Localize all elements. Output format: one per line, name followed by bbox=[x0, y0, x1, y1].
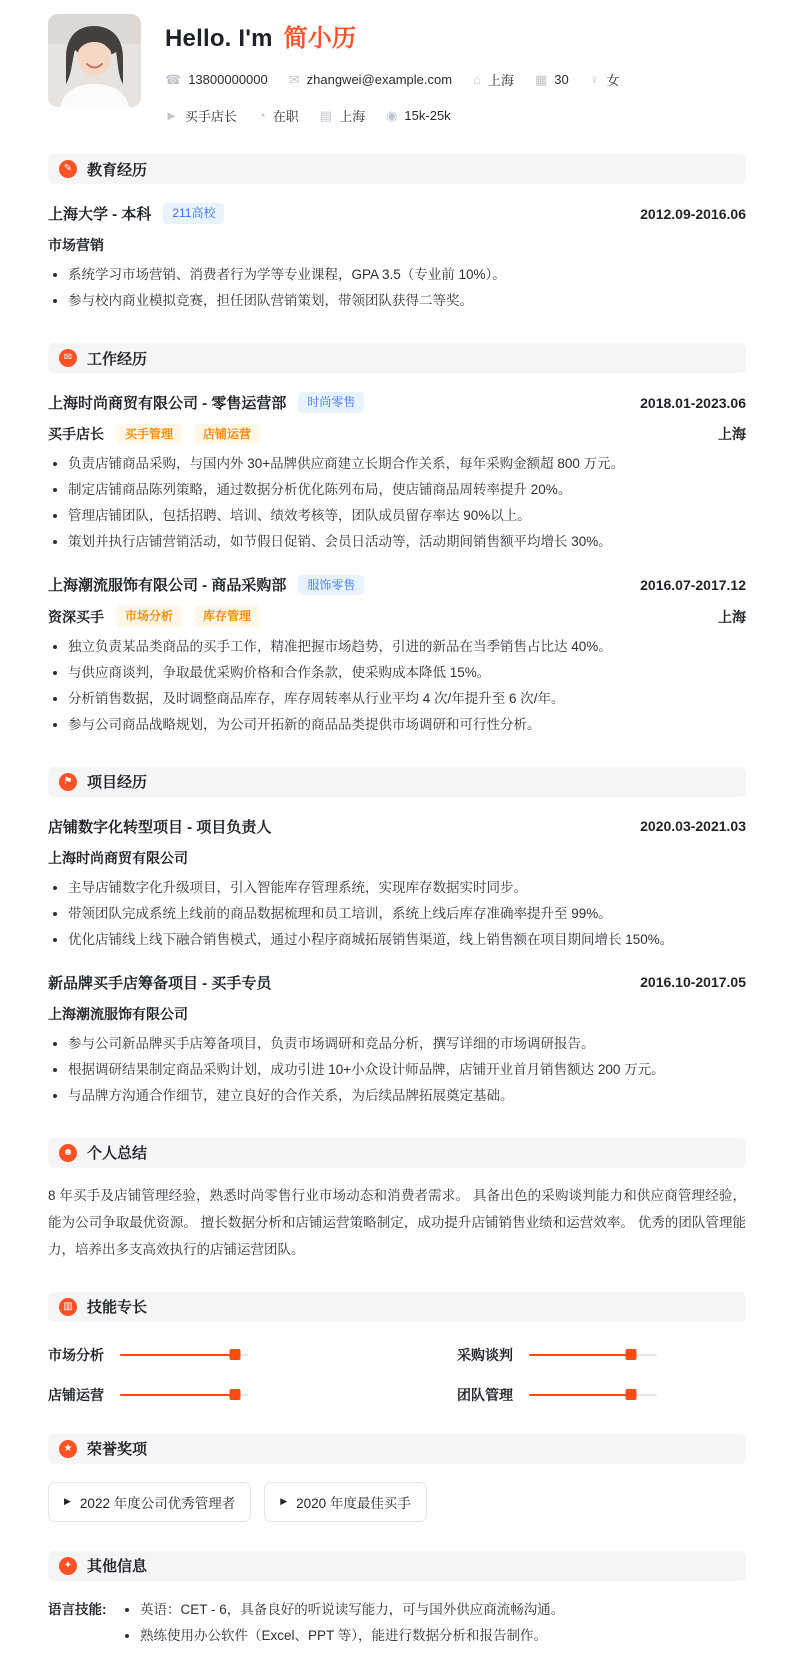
section-title-summary: 个人总结 bbox=[87, 1145, 148, 1163]
bullet-text: 参与公司商品战略规划，为公司开拓新的商品品类提供市场调研和可行性分析。 bbox=[68, 716, 541, 732]
bullet-dot bbox=[125, 1608, 129, 1612]
list-item bbox=[48, 529, 746, 555]
skill-label: 团队管理 bbox=[457, 1386, 513, 1403]
bullet-dot bbox=[53, 723, 57, 727]
play-arrow-icon: ▶ bbox=[280, 1496, 288, 1507]
candidate-name: 简小历 bbox=[283, 25, 357, 52]
school-tag[interactable]: 211高校 bbox=[163, 203, 224, 223]
chart-icon: ▥ bbox=[59, 1298, 77, 1316]
section-title-work: 工作经历 bbox=[87, 350, 148, 368]
bullet-text: 与品牌方沟通合作细节，建立良好的合作关系，为后续品牌拓展奠定基础。 bbox=[68, 1087, 514, 1103]
project-entry-head bbox=[48, 972, 746, 993]
status-item bbox=[258, 106, 299, 125]
industry-tag[interactable]: 服饰零售 bbox=[298, 575, 364, 595]
bullet-dot bbox=[53, 938, 57, 942]
list-item bbox=[48, 712, 746, 738]
bullet-dot bbox=[53, 540, 57, 544]
project-date: 2016.10-2017.05 bbox=[640, 974, 746, 991]
skill-slider-fill bbox=[529, 1354, 631, 1356]
email-item bbox=[289, 72, 452, 87]
list-item bbox=[48, 660, 746, 686]
project-company-row bbox=[48, 848, 746, 868]
project-bullets bbox=[48, 875, 746, 953]
work-role-row bbox=[48, 424, 746, 444]
work-location: 上海 bbox=[718, 608, 746, 625]
skill-slider[interactable] bbox=[529, 1354, 657, 1356]
section-bar-summary bbox=[48, 1138, 746, 1168]
work-bullets bbox=[48, 451, 746, 555]
location-item bbox=[473, 70, 514, 89]
bullet-dot bbox=[53, 912, 57, 916]
list-item bbox=[120, 1597, 564, 1623]
bullet-dot bbox=[53, 514, 57, 518]
work-bullets bbox=[48, 634, 746, 738]
work-entry-head bbox=[48, 574, 746, 595]
bullet-text: 优化店铺线上线下融合销售模式，通过小程序商城拓展销售渠道，线上销售额在项目期间增长 150%。 bbox=[68, 931, 674, 947]
age-icon: ▦ bbox=[534, 72, 548, 87]
education-entry-head bbox=[48, 203, 746, 224]
city-value: 上海 bbox=[339, 109, 366, 124]
skill-slider-fill bbox=[529, 1394, 631, 1396]
bullet-dot bbox=[53, 1094, 57, 1098]
project-bullets bbox=[48, 1031, 746, 1109]
project-icon: ⚑ bbox=[59, 773, 77, 791]
project-entry-2 bbox=[48, 972, 746, 1109]
person-icon: ☻ bbox=[59, 1144, 77, 1162]
role-name: 买手店长 bbox=[48, 426, 104, 443]
status-icon: ◔ bbox=[257, 108, 266, 123]
work-date: 2016.07-2017.12 bbox=[640, 576, 746, 593]
status-value: 在职 bbox=[272, 109, 299, 124]
education-date: 2012.09-2016.06 bbox=[640, 205, 746, 222]
award-icon: ★ bbox=[59, 1440, 77, 1458]
list-item bbox=[48, 901, 746, 927]
bullet-dot bbox=[125, 1634, 129, 1638]
avatar bbox=[48, 14, 141, 107]
project-company-row bbox=[48, 1004, 746, 1024]
page-title bbox=[165, 18, 746, 53]
major-name: 市场营销 bbox=[48, 237, 104, 253]
bullet-dot bbox=[53, 671, 57, 675]
bullet-text: 独立负责某品类商品的买手工作，精准把握市场趋势，引进的新品在当季销售占比达 40%。 bbox=[68, 638, 612, 654]
list-item bbox=[120, 1623, 564, 1649]
project-company: 上海潮流服饰有限公司 bbox=[48, 1005, 188, 1022]
honor-chip[interactable] bbox=[264, 1482, 427, 1522]
project-company: 上海时尚商贸有限公司 bbox=[48, 849, 188, 866]
skill-market-analysis bbox=[48, 1345, 337, 1365]
skill-slider-handle[interactable] bbox=[626, 1389, 637, 1400]
skill-tag[interactable]: 市场分析 bbox=[116, 606, 182, 626]
skill-slider-handle[interactable] bbox=[230, 1349, 241, 1360]
other-bullets bbox=[120, 1597, 564, 1649]
email-value: zhangwei@example.com bbox=[306, 72, 453, 87]
honor-text: 2022 年度公司优秀管理者 bbox=[79, 1495, 236, 1511]
resume-header bbox=[48, 14, 746, 125]
list-item bbox=[48, 503, 746, 529]
project-name: 新品牌买手店筹备项目 - 买手专员 bbox=[48, 974, 272, 992]
section-bar-other bbox=[48, 1551, 746, 1581]
work-entry-head bbox=[48, 392, 746, 413]
gender-value: 女 bbox=[606, 73, 620, 88]
skill-tag[interactable]: 买手管理 bbox=[116, 424, 182, 444]
phone-item bbox=[165, 72, 268, 87]
language-skills-row bbox=[48, 1597, 746, 1649]
info-icon: ✦ bbox=[59, 1557, 77, 1575]
project-date: 2020.03-2021.03 bbox=[640, 818, 746, 835]
bullet-dot bbox=[53, 462, 57, 466]
skill-label: 店铺运营 bbox=[48, 1386, 104, 1403]
section-title-projects: 项目经历 bbox=[87, 774, 148, 792]
skill-slider[interactable] bbox=[120, 1394, 248, 1396]
bullet-dot bbox=[53, 1042, 57, 1046]
skill-store-operation bbox=[48, 1385, 337, 1405]
work-role-row bbox=[48, 606, 746, 626]
salary-icon: ◉ bbox=[386, 108, 398, 123]
bullet-text: 带领团队完成系统上线前的商品数据梳理和员工培训，系统上线后库存准确率提升至 99%。 bbox=[68, 905, 612, 921]
list-item bbox=[48, 686, 746, 712]
bullet-dot bbox=[53, 488, 57, 492]
bullet-text: 主导店铺数字化升级项目，引入智能库存管理系统，实现库存数据实时同步。 bbox=[68, 879, 527, 895]
bullet-dot bbox=[53, 1068, 57, 1072]
job-title-item bbox=[165, 106, 237, 125]
bullet-dot bbox=[53, 886, 57, 890]
section-bar-projects bbox=[48, 767, 746, 797]
summary-text: 8 年买手及店铺管理经验，熟悉时尚零售行业市场动态和消费者需求。 具备出色的采购谈判能力和供应商管理经验，能为公司争取最优资源。 擅长数据分析和店铺运营策略制定，成功提升店铺销售业绩和运营效率。 优秀的团队管理能力，培养出多支高效执行的店铺运营团队。 bbox=[48, 1187, 746, 1257]
education-bullets bbox=[48, 262, 746, 314]
location-icon: ⌂ bbox=[473, 72, 481, 87]
work-location: 上海 bbox=[718, 426, 746, 443]
bullet-text: 与供应商谈判，争取最优采购价格和合作条款，使采购成本降低 15%。 bbox=[68, 664, 491, 680]
project-entry-head bbox=[48, 816, 746, 837]
skill-team-management bbox=[457, 1385, 746, 1405]
email-icon: ✉ bbox=[288, 72, 300, 87]
job-title-icon: ► bbox=[165, 108, 178, 123]
bullet-text: 管理店铺团队，包括招聘、培训、绩效考核等，团队成员留存率达 90%以上。 bbox=[68, 508, 531, 524]
section-bar-work bbox=[48, 343, 746, 373]
bullet-dot bbox=[53, 299, 57, 303]
salary-item bbox=[386, 108, 451, 123]
section-title-skills: 技能专长 bbox=[87, 1299, 148, 1317]
bullet-text: 根据调研结果制定商品采购计划，成功引进 10+小众设计师品牌，店铺开业首月销售额达 200 万元。 bbox=[68, 1061, 665, 1077]
play-arrow-icon: ▶ bbox=[64, 1496, 71, 1507]
company-name: 上海时尚商贸有限公司 - 零售运营部 bbox=[48, 395, 287, 412]
work-icon: ✉ bbox=[59, 349, 77, 367]
list-item bbox=[48, 634, 746, 660]
section-title-other: 其他信息 bbox=[87, 1558, 148, 1576]
bullet-text: 熟练使用办公软件（Excel、PPT 等），能进行数据分析和报告制作。 bbox=[140, 1627, 548, 1643]
skill-tag[interactable]: 店铺运营 bbox=[194, 424, 260, 444]
list-item bbox=[48, 1031, 746, 1057]
section-title-honors: 荣誉奖项 bbox=[87, 1441, 148, 1459]
project-entry-1 bbox=[48, 816, 746, 953]
bullet-text: 参与校内商业模拟竞赛，担任团队营销策划，带领团队获得二等奖。 bbox=[68, 293, 473, 308]
list-item bbox=[48, 1083, 746, 1109]
industry-tag[interactable]: 时尚零售 bbox=[298, 392, 364, 412]
header-info bbox=[165, 14, 746, 125]
city-item bbox=[320, 106, 365, 125]
gender-icon: ♀ bbox=[589, 72, 600, 87]
age-value: 30 bbox=[554, 72, 569, 87]
honor-chip[interactable] bbox=[48, 1482, 251, 1522]
work-date: 2018.01-2023.06 bbox=[640, 394, 746, 411]
bullet-dot bbox=[53, 273, 57, 277]
skill-tag[interactable]: 库存管理 bbox=[194, 606, 260, 626]
city-icon: ▤ bbox=[319, 108, 333, 123]
bullet-text: 制定店铺商品陈列策略，通过数据分析优化陈列布局，使店铺商品周转率提升 20%。 bbox=[68, 482, 572, 498]
bullet-dot bbox=[53, 697, 57, 701]
skill-slider-handle[interactable] bbox=[626, 1349, 637, 1360]
bullet-text: 参与公司新品牌买手店筹备项目，负责市场调研和竞品分析，撰写详细的市场调研报告。 bbox=[68, 1035, 595, 1051]
bullet-dot bbox=[53, 645, 57, 649]
bullet-text: 分析销售数据，及时调整商品库存，库存周转率从行业平均 4 次/年提升至 6 次/年。 bbox=[68, 690, 565, 706]
list-item bbox=[48, 262, 746, 288]
bullet-text: 系统学习市场营销、消费者行为学等专业课程，GPA 3.5（专业前 10%）。 bbox=[68, 267, 506, 282]
phone-value: 13800000000 bbox=[188, 72, 268, 87]
role-name: 资深买手 bbox=[48, 608, 104, 625]
work-entry-1 bbox=[48, 392, 746, 555]
skill-label: 采购谈判 bbox=[457, 1346, 513, 1363]
project-name: 店铺数字化转型项目 - 项目负责人 bbox=[48, 818, 272, 836]
age-item bbox=[535, 72, 569, 87]
bullet-text: 策划并执行店铺营销活动，如节假日促销、会员日活动等，活动期间销售额平均增长 30%。 bbox=[68, 534, 612, 550]
honor-chips bbox=[48, 1482, 746, 1522]
section-title-education: 教育经历 bbox=[87, 161, 148, 179]
skills-grid bbox=[48, 1345, 746, 1405]
skill-slider-fill bbox=[120, 1394, 235, 1396]
education-major-row bbox=[48, 235, 746, 255]
bullet-text: 负责店铺商品采购，与国内外 30+品牌供应商建立长期合作关系，每年采购金额超 800 万元。 bbox=[68, 456, 625, 472]
section-bar-education bbox=[48, 154, 746, 184]
school-name: 上海大学 - 本科 bbox=[48, 206, 152, 223]
location-value: 上海 bbox=[487, 73, 514, 88]
gender-item bbox=[590, 70, 620, 89]
list-item bbox=[48, 875, 746, 901]
language-skills-label: 语言技能: bbox=[48, 1601, 107, 1617]
salary-value: 15k-25k bbox=[404, 108, 451, 123]
list-item bbox=[48, 1057, 746, 1083]
skill-procurement-negotiation bbox=[457, 1345, 746, 1365]
skill-label: 市场分析 bbox=[48, 1346, 104, 1363]
list-item bbox=[48, 288, 746, 314]
phone-icon: ☎ bbox=[165, 72, 182, 87]
bullet-text: 英语：CET - 6，具备良好的听说读写能力，可与国外供应商流畅沟通。 bbox=[140, 1601, 565, 1617]
education-entry bbox=[48, 203, 746, 314]
skill-slider-handle[interactable] bbox=[230, 1389, 241, 1400]
skill-slider[interactable] bbox=[120, 1354, 248, 1356]
contact-row-2 bbox=[165, 106, 746, 125]
job-title-value: 买手店长 bbox=[184, 109, 237, 124]
skill-slider-fill bbox=[120, 1354, 235, 1356]
section-bar-honors bbox=[48, 1434, 746, 1464]
honor-text: 2020 年度最佳买手 bbox=[296, 1495, 411, 1511]
work-entry-2 bbox=[48, 574, 746, 737]
section-bar-skills bbox=[48, 1292, 746, 1322]
company-name: 上海潮流服饰有限公司 - 商品采购部 bbox=[48, 577, 287, 595]
list-item bbox=[48, 477, 746, 503]
contact-row-1 bbox=[165, 70, 746, 89]
education-icon: ✎ bbox=[59, 160, 77, 178]
list-item bbox=[48, 927, 746, 953]
greeting-text: Hello. I'm bbox=[165, 25, 273, 52]
list-item bbox=[48, 451, 746, 477]
skill-slider[interactable] bbox=[529, 1394, 657, 1396]
